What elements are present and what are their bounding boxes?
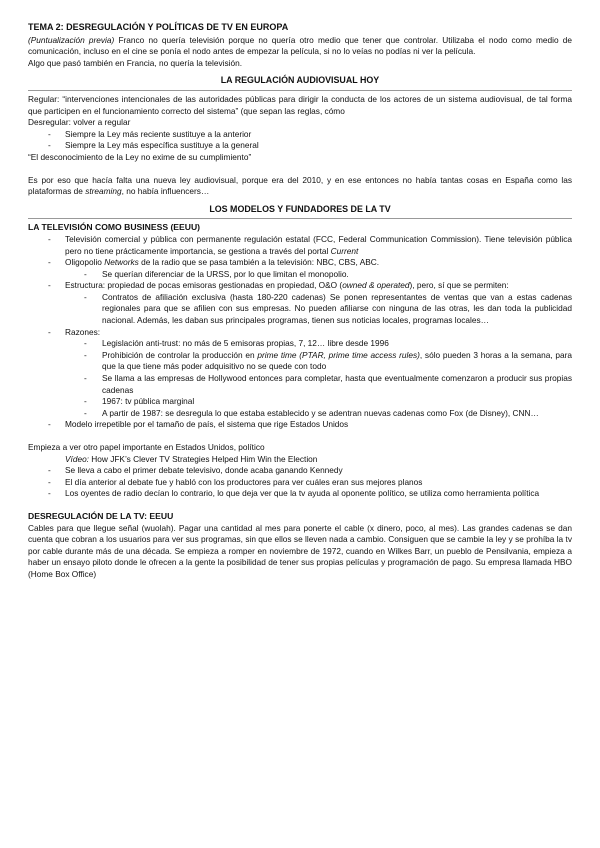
list-item-text: Prohibición de controlar la producción en bbox=[102, 349, 258, 360]
bullet-mark: - bbox=[84, 373, 87, 384]
list-item bbox=[28, 465, 572, 477]
list-item bbox=[28, 488, 572, 500]
politics-intro: Empieza a ver otro papel importante en Estados Unidos, político bbox=[28, 442, 265, 452]
intro-line2: Algo que pasó también en Francia, no quería la televisión. bbox=[28, 57, 243, 68]
video-reference bbox=[28, 454, 572, 466]
list-item-text: Se llama a las empresas de Hollywood entonces para completar, hasta que eventualmente comenzaron a producir sus propias cadenas bbox=[102, 373, 572, 395]
bullet-mark: - bbox=[48, 419, 51, 430]
bullet-mark: - bbox=[84, 291, 87, 302]
list-item bbox=[28, 292, 572, 327]
list-item-text: Modelo irrepetible por el tamaño de país, el sistema que rige Estados Unidos bbox=[65, 419, 349, 430]
list-item bbox=[28, 140, 572, 152]
list-item bbox=[28, 350, 572, 373]
ley-audiovisual-paragraph bbox=[28, 175, 572, 198]
list-item-text: Se lleva a cabo el primer debate televisivo, donde acaba ganando Kennedy bbox=[65, 465, 343, 476]
list-item-text: Estructura: propiedad de pocas emisoras gestionadas en propiedad, O&O ( bbox=[65, 280, 343, 291]
list-item-text: Contratos de afiliación exclusiva (hasta 180-220 cadenas) Se ponen representantes de ventas que van a estas cadenas regionales para que se afilien con sus empresas. No pueden afiliarse con ninguna de las otras, les dan toda la publicidad nacional. Además, les daban sus principales programas, tienen sus noticias locales, programas locales… bbox=[102, 291, 572, 326]
document-title: TEMA 2: DESREGULACIÓN Y POLÍTICAS DE TV EN EUROPA bbox=[28, 22, 289, 32]
intro-text: Franco no quería televisión porque no quería otro medio que tener que controlar. Utilizaba el nodo como medio de comunicación, incluso en el cine se ponía el nodo antes de empezar la película, si no lo veías no podías ni ver la película. bbox=[28, 34, 572, 57]
regular-definition: Regular: “intervenciones intencionales de las autoridades públicas para dirigir la conducta de los actores de un sistema audiovisual, de tal forma que participen en el funcionamiento correcto del sistema” (que sepan las reglas, cómo bbox=[28, 93, 572, 116]
list-item-text: Siempre la Ley más específica sustituye a la general bbox=[65, 140, 259, 151]
list-item-emphasis: prime time (PTAR, prime time access rules) bbox=[257, 349, 420, 360]
list-item bbox=[28, 477, 572, 489]
law-quote: “El desconocimiento de la Ley no exime de su cumplimiento” bbox=[28, 151, 252, 162]
list-item-text: 1967: tv pública marginal bbox=[102, 396, 195, 407]
list-item bbox=[28, 257, 572, 269]
video-label: Vídeo: bbox=[65, 453, 89, 464]
intro-paragraph bbox=[28, 35, 572, 58]
list-item bbox=[28, 408, 572, 420]
subheading-business: LA TELEVISIÓN COMO BUSINESS (EEUU) bbox=[28, 222, 201, 233]
list-item-text: A partir de 1987: se desregula lo que estaba establecido y se adentran nuevas cadenas como Fox (de Disney), CNN… bbox=[102, 407, 539, 418]
list-item-text: Legislación anti-trust: no más de 5 emisoras propias, 7, 12… libre desde 1996 bbox=[102, 338, 389, 349]
list-item bbox=[28, 338, 572, 350]
list-item bbox=[28, 280, 572, 292]
section-heading-regulacion: LA REGULACIÓN AUDIOVISUAL HOY bbox=[28, 75, 572, 91]
bullet-mark: - bbox=[48, 128, 51, 139]
desregular-definition: Desregular: volver a regular bbox=[28, 117, 131, 128]
intro-label: (Puntualización previa) bbox=[28, 34, 115, 45]
bullet-mark: - bbox=[48, 488, 51, 499]
paragraph-text: Es por eso que hacía falta una nueva ley audiovisual, porque era del 2010, y en ese entonces no había tantas cosas en España como las plataformas de bbox=[28, 174, 572, 197]
bullet-mark: - bbox=[84, 349, 87, 360]
list-item-text: Oligopolio bbox=[65, 257, 105, 268]
list-item bbox=[28, 129, 572, 141]
list-item-text: Siempre la Ley más reciente sustituye a la anterior bbox=[65, 128, 252, 139]
bullet-mark: - bbox=[84, 396, 87, 407]
list-item-emphasis: Networks bbox=[104, 257, 139, 268]
bullet-mark: - bbox=[48, 465, 51, 476]
cable-paragraph: Cables para que llegue señal (wuolah). Pagar una cantidad al mes para ponerte el cable (x dinero, poco, al mes). Las grandes cadenas se dan cuenta que cobran a los usuarios para ver sus programas, sin que ellos se lleven nada a cambio. Consiguen que se cambie la ley y se prohíba la tv por cable durante más de una década. Se empieza a romper en noviembre de 1972, cuando en Wilkes Barr, un pueblo de Pensilvania, empieza a haber un ensayo piloto donde le ofrecen a la gente la posibilidad de tener sus propias películas y programación de pago. Su empresa llamada HBO (Home Box Office) bbox=[28, 522, 572, 579]
bullet-mark: - bbox=[84, 338, 87, 349]
list-item-text: ), pero, sí que se permiten: bbox=[409, 280, 509, 291]
bullet-mark: - bbox=[48, 476, 51, 487]
bullet-mark: - bbox=[84, 268, 87, 279]
bullet-mark: - bbox=[48, 140, 51, 151]
section-heading-modelos: LOS MODELOS Y FUNDADORES DE LA TV bbox=[28, 204, 572, 220]
list-item-text: de la radio que se pasa también a la televisión: NBC, CBS, ABC. bbox=[138, 257, 380, 268]
list-item-text: Se querían diferenciar de la URSS, por lo que limitan el monopolio. bbox=[102, 268, 349, 279]
list-item-emphasis: Current bbox=[330, 245, 359, 256]
list-item-text: Televisión comercial y pública con permanente regulación estatal (FCC, Federal Communication Commission). Tiene televisión pública pero no tiene prácticamente importancia, se gestiona a través del portal bbox=[65, 233, 572, 256]
video-title: How JFK’s Clever TV Strategies Helped Him Win the Election bbox=[89, 453, 318, 464]
paragraph-text: , no había influencers… bbox=[121, 186, 210, 197]
list-item bbox=[28, 419, 572, 431]
list-item bbox=[28, 234, 572, 257]
list-item bbox=[28, 373, 572, 396]
subheading-desregulacion: DESREGULACIÓN DE LA TV: EEUU bbox=[28, 510, 174, 521]
list-item bbox=[28, 327, 572, 339]
list-item bbox=[28, 396, 572, 408]
list-item bbox=[28, 269, 572, 281]
bullet-mark: - bbox=[84, 407, 87, 418]
list-item-text: Los oyentes de radio decían lo contrario, lo que deja ver que la tv ayuda al oponente político, se utiliza como herramienta política bbox=[65, 488, 540, 499]
list-item-text: , sólo pueden 3 horas a la semana, para que la que tiene más poder adquisitivo no se quede con todo bbox=[102, 349, 572, 372]
bullet-mark: - bbox=[48, 280, 51, 291]
list-item-text: El día anterior al debate fue y habló con los productores para ver cuáles eran sus mejores planos bbox=[65, 476, 423, 487]
paragraph-emphasis: streaming bbox=[85, 186, 122, 197]
bullet-mark: - bbox=[48, 326, 51, 337]
list-item-text: Razones: bbox=[65, 326, 101, 337]
list-item-emphasis: owned & operated bbox=[342, 280, 410, 291]
bullet-mark: - bbox=[48, 233, 51, 244]
bullet-mark: - bbox=[48, 257, 51, 268]
